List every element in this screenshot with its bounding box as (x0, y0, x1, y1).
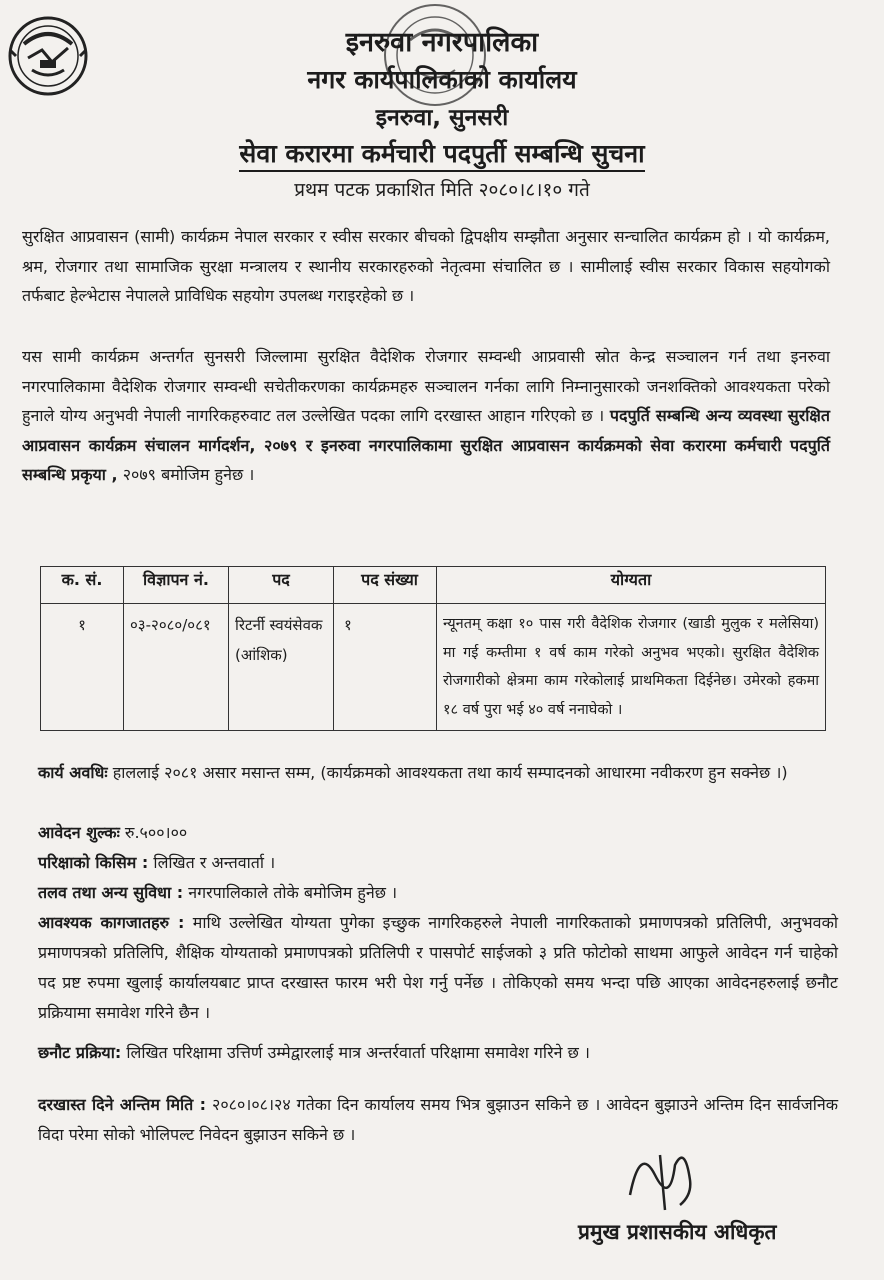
signatory-title: प्रमुख प्रशासकीय अधिकृत (578, 1220, 777, 1244)
exam-label: परिक्षाको किसिम : (38, 853, 149, 872)
selection-text: लिखित परिक्षामा उत्तिर्ण उम्मेद्वारलाई मात्र अन्तर्रवार्ता परिक्षामा समावेश गरिने छ । (126, 1043, 590, 1062)
salary-section (38, 878, 838, 908)
col-post: पद (229, 567, 334, 604)
fee-text: रु.५००।०० (124, 823, 188, 842)
deadline-section (38, 1090, 838, 1150)
municipality-name: इनरुवा नगरपालिका (345, 27, 539, 58)
vacancy-bold-text: पदपुर्ति सम्बन्धि अन्य व्यवस्था सुरक्षित आप्रवासन कार्यक्रम संचालन मार्गदर्शन, २०७९ र इनरुवा नगरपालिकामा सुरक्षित आप्रवासन कार्यक्रमको सेवा करारमा कर्मचारी पदपुर्ति सम्बन्धि प्रकृया , (22, 406, 831, 484)
exam-text: लिखित र अन्तवार्ता । (153, 853, 276, 872)
intro-paragraph: सुरक्षित आप्रवासन (सामी) कार्यक्रम नेपाल सरकार र स्वीस सरकार बीचको द्विपक्षीय सम्झौता अनुसार सन्चालित कार्यक्रम हो । यो कार्यक्रम, श्रम, रोजगार तथा सामाजिक सुरक्षा मन्त्रालय र स्थानीय सरकारहरुको नेतृत्वमा संचालित छ । सामीलाई स्वीस सरकार विकास सहयोगको तर्फबाट हेल्भेटास नेपालले प्राविधिक सहयोग उपलब्ध गराइरहेको छ । (22, 227, 830, 305)
signature-icon (620, 1135, 710, 1215)
col-post-count: पद संख्या (334, 567, 437, 604)
vacancy-text: यस सामी कार्यक्रम अन्तर्गत सुनसरी जिल्लामा सुरक्षित वैदेशिक रोजगार सम्वन्धी आप्रवासी स्रोत केन्द्र सञ्चालन गर्न तथा इनरुवा नगरपालिकामा वैदेशिक रोजगार सम्वन्धी सचेतीकरणका कार्यक्रमहरु सञ्चालन गर्नका लागि निम्नानुसारको जनशक्तिको आवश्यकता परेको हुनाले योग्य अनुभवी नेपाली नागरिकहरुवाट तल उल्लेखित पदका लागि दरखास्त आहान गरिएको छ । (22, 347, 830, 425)
documents-label: आवश्यक कागजातहरु : (38, 913, 185, 932)
col-serial: क. सं. (41, 567, 124, 604)
documents-text: माथि उल्लेखित योग्यता पुगेका इच्छुक नागरिकहरुले नेपाली नागरिकताको प्रमाणपत्रको प्रतिलिपी, अनुभवको प्रमाणपत्रको प्रतिलिपि, शैक्षिक योग्यताको प्रमाणपत्रको प्रतिलिपी र पासपोर्ट साईजको ३ प्रति फोटोको साथमा आफुले आवेदन गर्न चाहेको पद प्रष्ट रुपमा खुलाई कार्यालयबाट प्राप्त दरखास्त फारम भरी पेश गर्नु पर्नेछ । तोकिएको समय भन्दा पछि आएका आवेदनहरुलाई छनौट प्रक्रियामा समावेश गरिने छैन । (38, 913, 839, 1022)
deadline-label: दरखास्त दिने अन्तिम मिति : (38, 1095, 207, 1114)
deadline-text: २०८०।०८।२४ गतेका दिन कार्यालय समय भित्र बुझाउन सकिने छ । आवेदन बुझाउने अन्तिम दिन सार्वजनिक विदा परेमा सोको भोलिपल्ट निवेदन बुझाउन सकिने छ । (38, 1095, 839, 1144)
duration-text: हाललाई २०८१ असार मसान्त सम्म, (कार्यक्रमको आवश्यकता तथा कार्य सम्पादनको आधारमा नवीकरण हुन सक्नेछ ।) (112, 763, 788, 782)
salary-text: नगरपालिकाले तोके बमोजिम हुनेछ । (188, 883, 398, 902)
vacancy-end-text: २०७९ बमोजिम हुनेछ । (122, 465, 255, 484)
office-location: इनरुवा, सुनसरी (375, 105, 509, 131)
office-name: नगर कार्यपालिकाको कार्यालय (307, 65, 577, 94)
vacancy-paragraph (22, 342, 830, 490)
notice-title: सेवा करारमा कर्मचारी पदपुर्ती सम्बन्धि सुचना (0, 136, 884, 170)
col-advertisement-no: विज्ञापन नं. (124, 567, 229, 604)
documents-section (38, 908, 838, 1028)
cell-serial: १ (41, 604, 124, 731)
duration-section (38, 758, 838, 788)
fee-section (38, 818, 838, 848)
selection-label: छनौट प्रक्रिया: (38, 1043, 122, 1062)
table-header-row (41, 567, 826, 604)
col-qualification: योग्यता (437, 567, 826, 604)
cell-advertisement-no: ०३-२०८०/०८१ (124, 604, 229, 731)
cell-qualification: न्यूनतम् कक्षा १० पास गरी वैदेशिक रोजगार (खाडी मुलुक र मलेसिया) मा गई कम्तीमा १ वर्ष काम गरेको अनुभव भएको। सुरक्षित वैदेशिक रोजगारीको क्षेत्रमा काम गरेकोलाई प्राथमिकता दिईनेछ। उमेरको हकमा १८ वर्ष पुरा भई ४० वर्ष ननाघेको । (437, 604, 826, 731)
vacancy-table (40, 566, 826, 731)
table-row (41, 604, 826, 731)
cell-post: रिटर्नी स्वयंसेवक (आंशिक) (229, 604, 334, 731)
exam-section (38, 848, 838, 878)
fee-label: आवेदन शुल्कः (38, 823, 120, 842)
salary-label: तलव तथा अन्य सुविधा : (38, 883, 184, 902)
publish-date: प्रथम पटक प्रकाशित मिति २०८०।८।१० गते (294, 179, 590, 201)
cell-post-count: १ (334, 604, 437, 731)
selection-section (38, 1038, 838, 1068)
duration-label: कार्य अवधिः (38, 763, 108, 782)
